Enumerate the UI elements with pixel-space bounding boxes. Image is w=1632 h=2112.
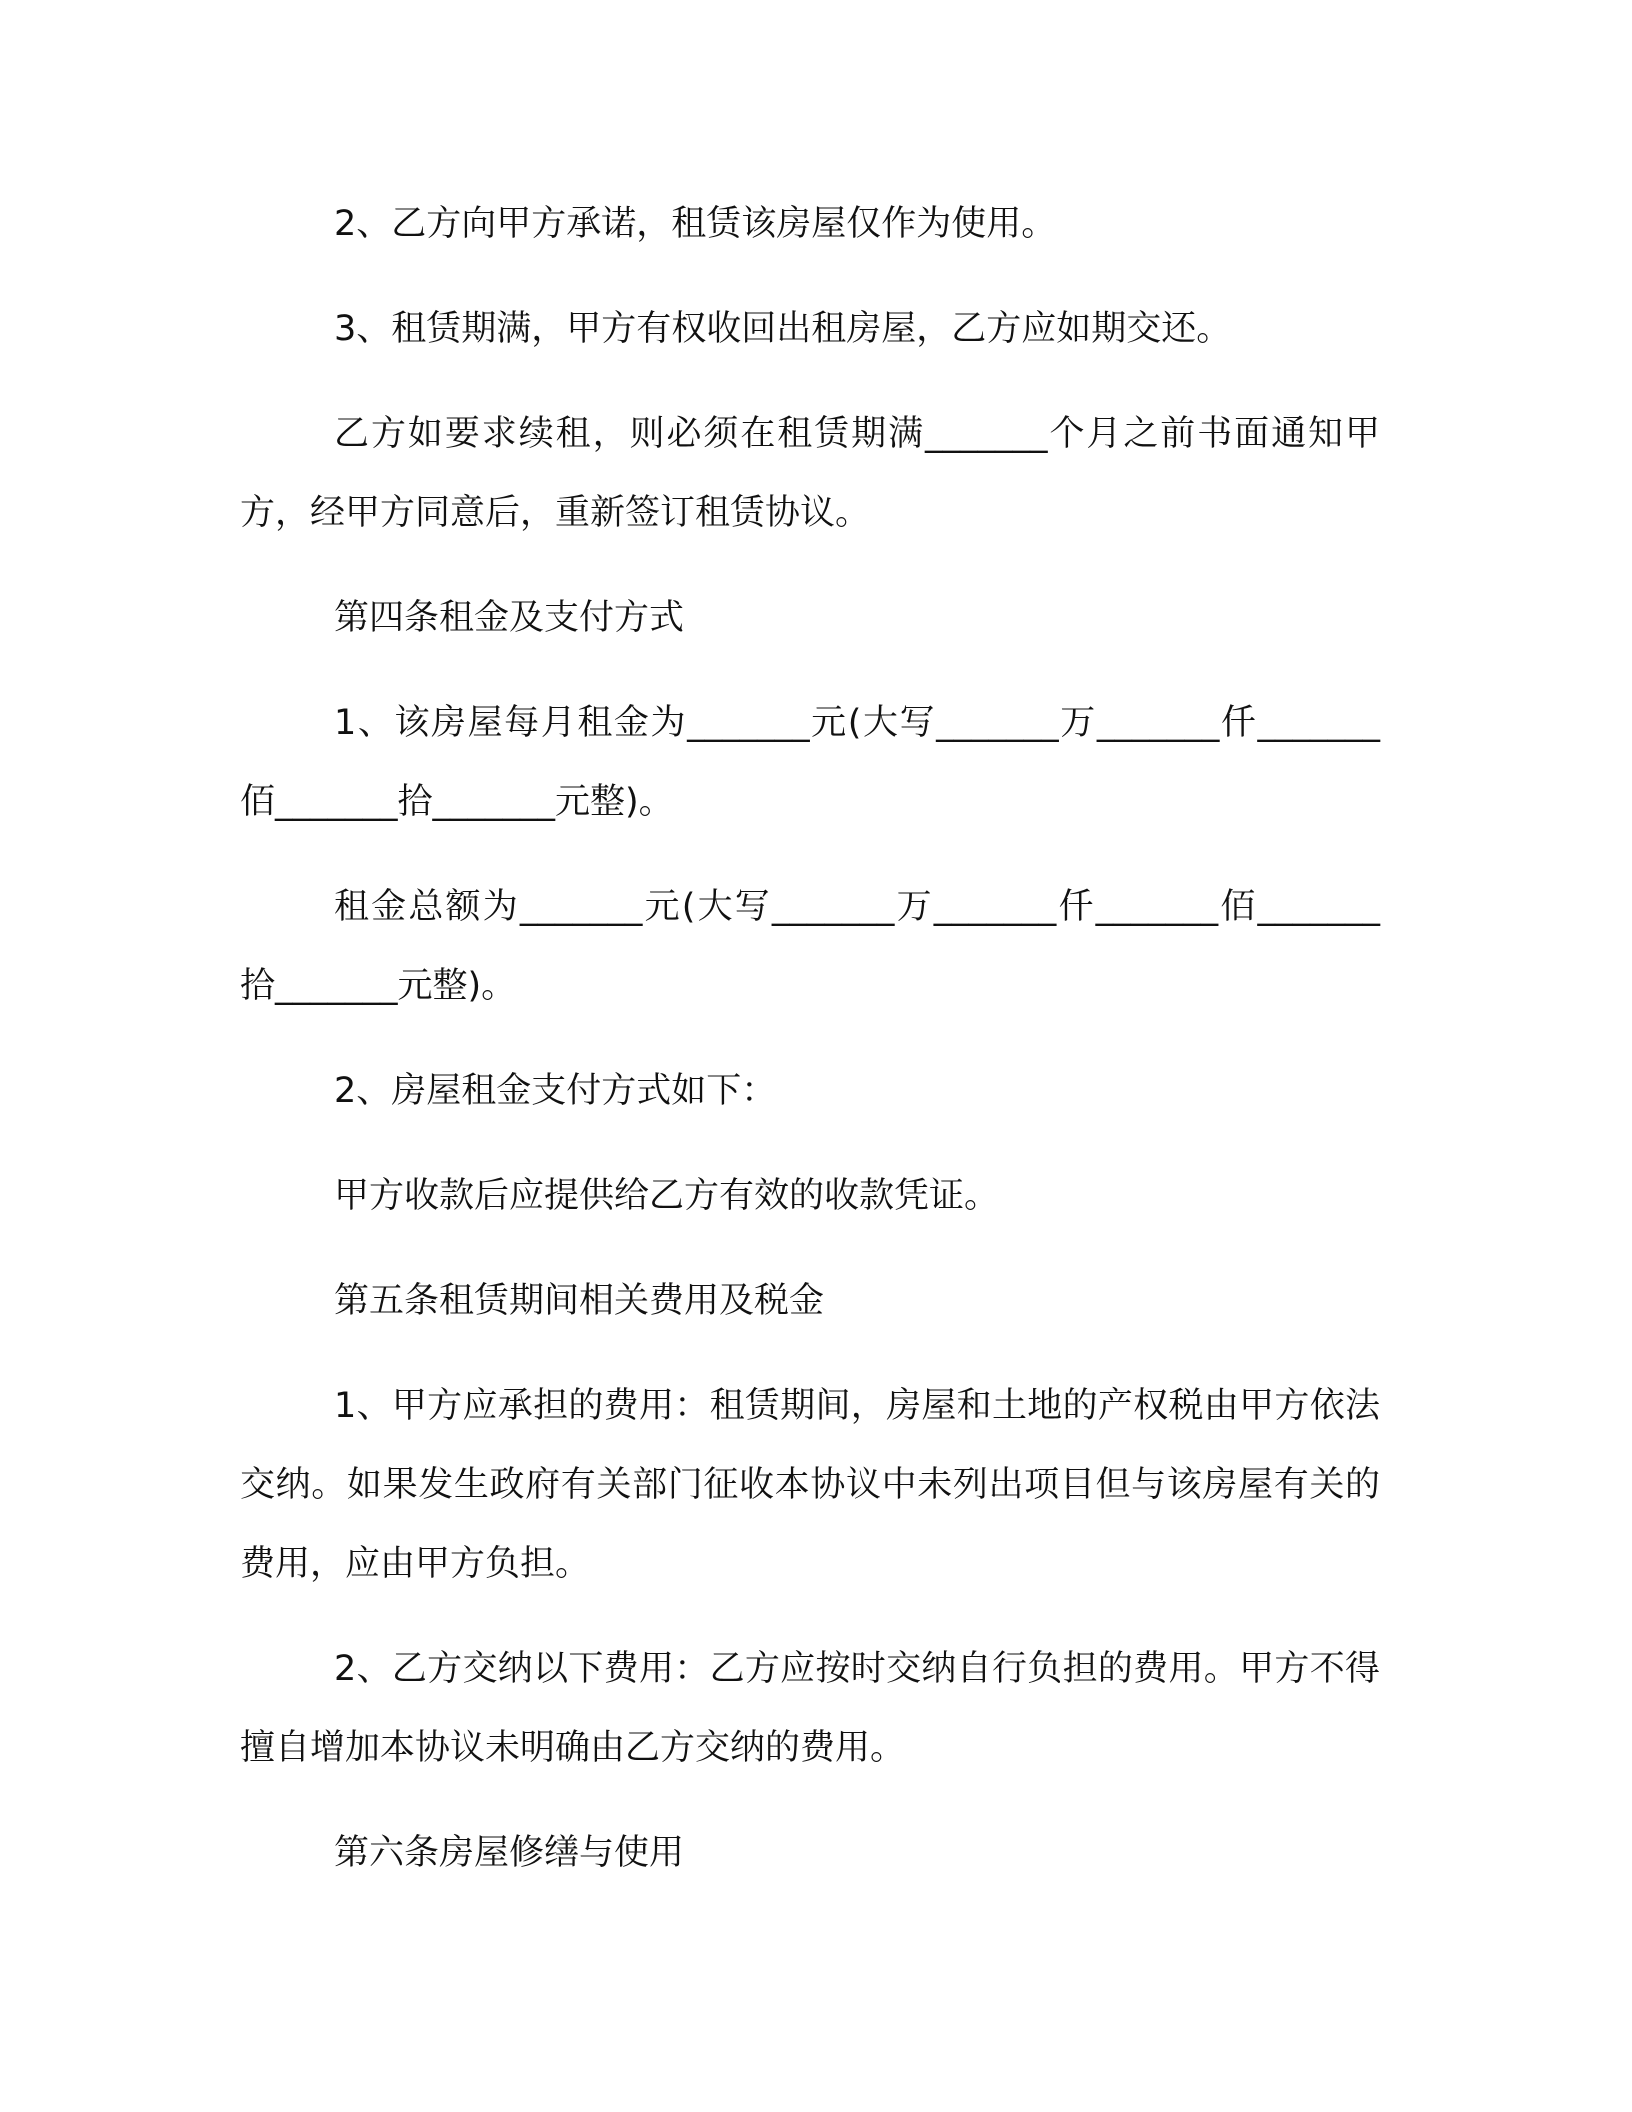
clause-6-heading: 第六条房屋修缮与使用 [334, 1833, 685, 1873]
clause-3-item-3: 3、租赁期满，甲方有权收回出租房屋，乙方应如期交还。 [334, 309, 1232, 349]
renewal-paragraph: 乙方如要求续租，则必须在租赁期满_______个月之前书面通知甲方，经甲方同意后，重新签订租赁协议。 [240, 414, 1380, 533]
receipt-paragraph: 甲方收款后应提供给乙方有效的收款凭证。 [334, 1176, 1000, 1216]
clause-4-item-2: 2、房屋租金支付方式如下： [334, 1071, 777, 1111]
clause-4-item-1: 1、该房屋每月租金为_______元(大写_______万_______仟_______佰_______拾_______元整)。 [240, 703, 1380, 822]
total-rent-paragraph: 租金总额为_______元(大写_______万_______仟_______佰_______拾_______元整)。 [240, 887, 1380, 1006]
clause-3-item-2: 2、乙方向甲方承诺，租赁该房屋仅作为使用。 [334, 204, 1057, 244]
clause-4-heading: 第四条租金及支付方式 [334, 598, 685, 638]
document-body [240, 185, 1380, 1919]
clause-5-heading: 第五条租赁期间相关费用及税金 [334, 1281, 825, 1321]
clause-5-item-1: 1、甲方应承担的费用：租赁期间，房屋和土地的产权税由甲方依法交纳。如果发生政府有关部门征收本协议中未列出项目但与该房屋有关的费用，应由甲方负担。 [240, 1386, 1380, 1584]
clause-5-item-2: 2、乙方交纳以下费用：乙方应按时交纳自行负担的费用。甲方不得擅自增加本协议未明确由乙方交纳的费用。 [240, 1649, 1380, 1768]
